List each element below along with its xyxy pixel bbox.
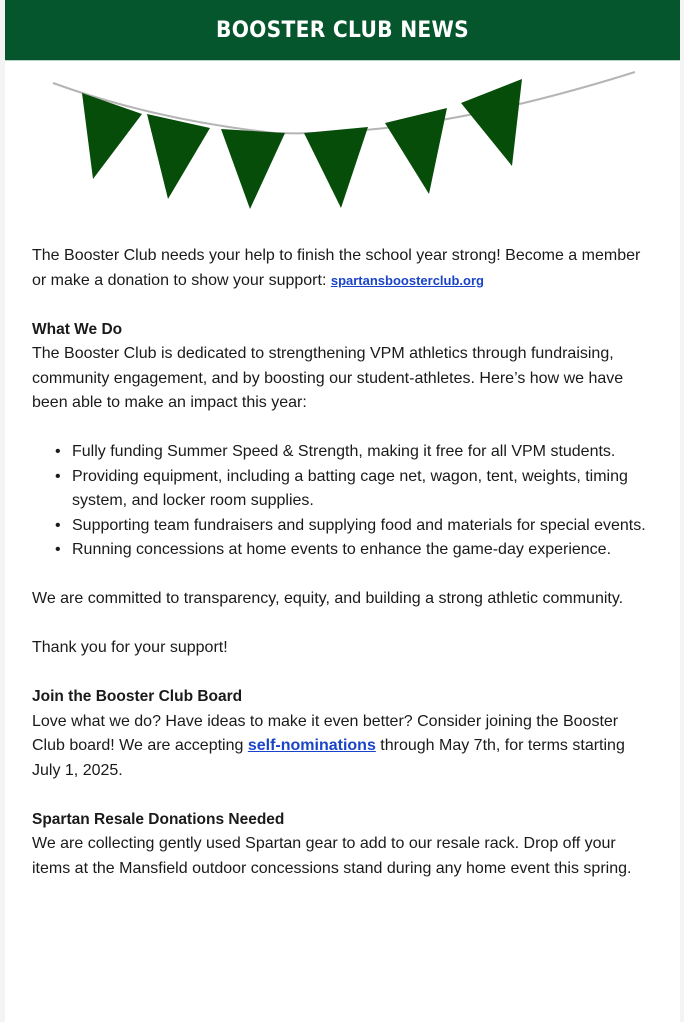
join-board-body — [32, 710, 647, 784]
impact-list-item: • Supporting team fundraisers and supplying food and materials for special events. — [72, 514, 647, 539]
join-board-heading: Join the Booster Club Board — [32, 688, 243, 705]
newsletter-title: BOOSTER CLUB NEWS — [215, 17, 469, 43]
pennant-flag — [461, 79, 522, 166]
impact-list — [32, 440, 647, 563]
resale-body: We are collecting gently used Spartan gear to add to our resale rack. Drop off your items at the Mansfield outdoor concessions stand during any home event this spring. — [32, 835, 632, 877]
intro-paragraph — [32, 244, 647, 293]
self-nominations-link[interactable]: self-nominations — [247, 737, 376, 754]
what-we-do-heading: What We Do — [32, 320, 123, 338]
newsletter-header — [5, 0, 680, 61]
newsletter-page — [5, 0, 680, 1022]
pennant-flag — [304, 127, 368, 208]
bunting-string — [53, 72, 635, 133]
impact-list-item: • Running concessions at home events to enhance the game-day experience. — [72, 538, 647, 563]
pennant-flag — [82, 93, 142, 179]
booster-club-website-link[interactable]: spartansboosterclub.org — [330, 272, 484, 288]
impact-list-item: • Providing equipment, including a batting cage net, wagon, tent, weights, timing system, and locker room supplies. — [72, 465, 647, 514]
pennant-bunting-icon — [5, 60, 680, 220]
join-board-text-after: through May 7th, for terms starting July 1, 2025. — [32, 737, 625, 779]
thanks-paragraph: Thank you for your support! — [32, 639, 228, 656]
what-we-do-body: The Booster Club is dedicated to strengthening VPM athletics through fundraising, community engagement, and by boosting our student-athletes. Here’s how we have been able to make an impact this year: — [32, 345, 624, 411]
newsletter-body — [32, 244, 647, 881]
pennant-flag — [385, 108, 447, 194]
commitment-paragraph: We are committed to transparency, equity, and building a strong athletic community. — [32, 590, 624, 607]
intro-text: The Booster Club needs your help to finish the school year strong! Become a member or make a donation to show your support: — [32, 247, 641, 289]
resale-heading: Spartan Resale Donations Needed — [32, 810, 285, 828]
join-board-text-before: Love what we do? Have ideas to make it even better? Consider joining the Booster Club board! We are accepting — [32, 712, 619, 754]
impact-list-item: • Fully funding Summer Speed & Strength, making it free for all VPM students. — [72, 440, 647, 465]
pennant-flag — [147, 114, 210, 199]
pennant-flag — [221, 129, 285, 209]
